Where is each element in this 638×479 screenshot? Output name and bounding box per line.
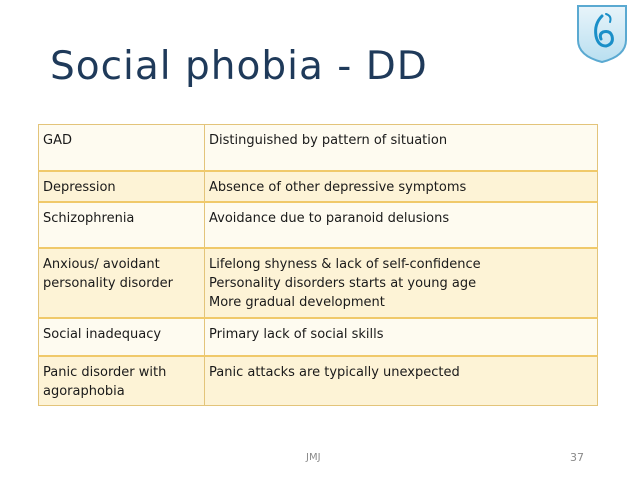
condition-cell: [39, 125, 205, 171]
differential-diagnosis-table: [38, 124, 598, 406]
condition-text: agoraphobia: [43, 383, 125, 399]
feature-cell: [205, 356, 598, 406]
feature-text: Primary lack of social skills: [209, 326, 384, 342]
footer-label: JMJ: [306, 452, 321, 463]
feature-cell: [205, 125, 598, 171]
feature-text: Personality disorders starts at young age: [209, 275, 477, 291]
condition-text: Social inadequacy: [43, 326, 162, 342]
condition-text: Panic disorder with: [43, 364, 167, 380]
feature-cell: [205, 248, 598, 318]
feature-cell: [205, 202, 598, 248]
page-number: 37: [570, 451, 584, 464]
table-row: [39, 125, 598, 171]
condition-cell: [39, 356, 205, 406]
table-row: [39, 202, 598, 248]
table-row: [39, 248, 598, 318]
feature-cell: [205, 318, 598, 356]
table-row: [39, 356, 598, 406]
feature-text: Absence of other depressive symptoms: [209, 179, 467, 195]
condition-text: Schizophrenia: [43, 210, 135, 226]
condition-text: personality disorder: [43, 275, 173, 291]
condition-cell: [39, 248, 205, 318]
condition-text: Anxious/ avoidant: [43, 256, 160, 272]
feature-cell: [205, 171, 598, 202]
feature-text: Panic attacks are typically unexpected: [209, 364, 460, 380]
condition-text: Depression: [43, 179, 116, 195]
condition-cell: [39, 202, 205, 248]
institution-logo-icon: [572, 2, 632, 64]
feature-text: More gradual development: [209, 294, 385, 310]
feature-text: Lifelong shyness & lack of self-confidence: [209, 256, 481, 272]
condition-cell: [39, 318, 205, 356]
feature-text: Distinguished by pattern of situation: [209, 133, 448, 148]
feature-text: Avoidance due to paranoid delusions: [209, 210, 450, 226]
table-row: [39, 318, 598, 356]
slide-title: Social phobia - DD: [50, 44, 428, 89]
condition-cell: [39, 171, 205, 202]
table-row: [39, 171, 598, 202]
condition-text: GAD: [43, 133, 72, 148]
